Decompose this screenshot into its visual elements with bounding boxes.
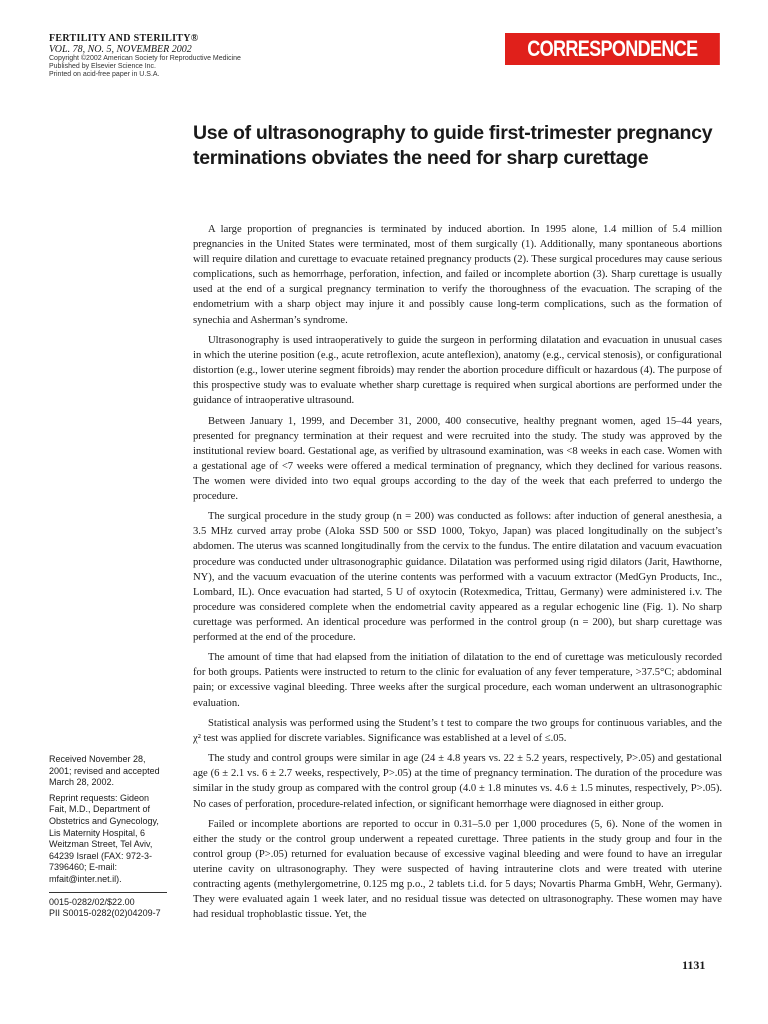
article-sidebar xyxy=(49,754,169,920)
copyright-line: Copyright ©2002 American Society for Reproductive Medicine xyxy=(49,55,241,62)
paragraph: The surgical procedure in the study group (n = 200) was conducted as follows: after induction of general anesthesia, a 3.5 MHz curved array probe (Aloka SSD 500 or SSD 1000, Tokyo, Japan) was placed longitudinally on the subject’s abdomen. The uterus was scanned longitudinally from the cervix to the fundus. The entire dilatation and vacuum evacuation procedure was conducted under ultrasonographic guidance. Dilatation was performed using rigid dilators (Jarit, Hawthorne, NY), and the vacuum evacuation of the uterine contents was performed with a vacuum extractor (MedGyn Products, Inc., Lombard, IL). Once evacuation had started, 5 U of oxytocin (Rotexmedica, Trittau, Germany) were administered i.v. The procedure was considered complete when the endometrial cavity appeared as a regular echogenic line (Fig. 1). No sharp curettage was performed. An identical procedure was performed in the control group (n = 200), but sharp curettage was performed at the end of the procedure. xyxy=(193,511,722,643)
sidebar-divider xyxy=(49,892,167,893)
paragraph: Ultrasonography is used intraoperatively to guide the surgeon in performing dilatation and evacuation in unusual cases in which the uterine position (e.g., acute retroflexion, acute anteflexion), anatomy (e.g., cervical stenosis), or configurational distortion (e.g., lower uterine segment fibroids) may render the abortion procedure difficult or hazardous (4). The purpose of this prospective study was to evaluate whether sharp curettage is required when surgical abortions are performed under the guidance of intraoperative ultrasound. xyxy=(193,334,722,407)
price-code: 0015-0282/02/$22.00 xyxy=(49,896,135,907)
journal-header xyxy=(49,33,379,79)
paper-line: Printed on acid-free paper in U.S.A. xyxy=(49,71,160,78)
pii-code: PII S0015-0282(02)04209-7 xyxy=(49,908,161,919)
publisher-line: Published by Elsevier Science Inc. xyxy=(49,63,156,70)
article-body xyxy=(193,222,722,928)
paragraph: Statistical analysis was performed using the Student’s t test to compare the two groups for continuous variables, and the χ² test was applied for discrete variables. Significance was established at a level of ≤.05. xyxy=(193,717,722,744)
article-title: Use of ultrasonography to guide first-trimester pregnancy terminations obviates the need for sharp curettage xyxy=(193,122,713,169)
paragraph: A large proportion of pregnancies is terminated by induced abortion. In 1995 alone, 1.4 million of 5.4 million pregnancies in the United States were terminated, most of them surgically (1). Additionally, many spontaneous abortions will require dilation and curettage to evacuate retained pregnancy products (2). These surgical procedures may cause serious complications, such as hemorrhage, perforation, infection, and failed or incomplete abortion (3). Sharp curettage is usually used at the end of a surgical pregnancy termination to verify the thoroughness of the evacuation. The scraping of the endometrium with a sharp object may injure it and possibly cause long-term complications, such as the formation of synechia and Asherman’s syndrome. xyxy=(193,224,722,326)
paragraph: Failed or incomplete abortions are reported to occur in 0.31–5.0 per 1,000 procedures (5, 6). None of the women in either the study or the control group underwent a repeated curettage. Three patients in the study group and four in the control group (P>.05) returned for evaluation because of excessive vaginal bleeding and were found to have an irregular uterine cavity on ultrasonography. They were suspected of having intrauterine clots and were treated with uterine contracting agents (methylergometrine, 0.125 mg p.o., 2 tablets t.i.d. for 5 days; Novartis Pharma GmbH, Wehr, Germany). They were evaluated again 1 week later, and no residual tissue was detected on ultrasonography. These women may have had residual trophoblastic tissue. Yet, the xyxy=(193,818,722,921)
section-badge: CORRESPONDENCE xyxy=(505,33,720,65)
page-number: 1131 xyxy=(682,958,706,972)
reprint-requests: Reprint requests: Gideon Fait, M.D., Department of Obstetrics and Gynecology, Lis Maternity Hospital, 6 Weitzman Street, Tel Aviv, 64239 Israel (FAX: 972-3-7396460; E-mail: mfait@inter.net.il). xyxy=(49,792,159,884)
received-dates: Received November 28, 2001; revised and accepted March 28, 2002. xyxy=(49,754,160,788)
paragraph: The amount of time that had elapsed from the initiation of dilatation to the end of curettage was meticulously recorded for both groups. Patients were instructed to return to the clinic for evaluation of any fever temperature, >37.5°C; abdominal pain; or excessive vaginal bleeding. Three weeks after the surgical procedure, each woman underwent an ultrasonographic evaluation. xyxy=(193,652,722,709)
paragraph: Between January 1, 1999, and December 31, 2000, 400 consecutive, healthy pregnant women, aged 15–44 years, presented for pregnancy termination at their request and were recruited into the study. The study was approved by the institutional review board. Gestational age, as verified by ultrasound examination, was <8 weeks in each case. Women with a gestational age of <7 weeks were offered a medical termination of pregnancy, which they declined for various reasons. The women were divided into two equal groups according to the day of the week that each preferred to undergo the procedure. xyxy=(193,415,722,502)
paragraph: The study and control groups were similar in age (24 ± 4.8 years vs. 22 ± 5.2 years, respectively, P>.05) and gestational age (6 ± 2.1 vs. 6 ± 2.7 weeks, respectively, P>.05) at the time of pregnancy termination. The duration of the procedure was similar in the study group as compared with the control group (4.0 ± 1.8 minutes vs. 4.6 ± 1.5 minutes, respectively, P>.05). No cases of perforation, procedure-related infection, or significant hemorrhage were diagnosed in either group. xyxy=(193,753,722,810)
journal-name: FERTILITY AND STERILITY® xyxy=(49,33,199,44)
journal-volume: VOL. 78, NO. 5, NOVEMBER 2002 xyxy=(49,44,192,55)
